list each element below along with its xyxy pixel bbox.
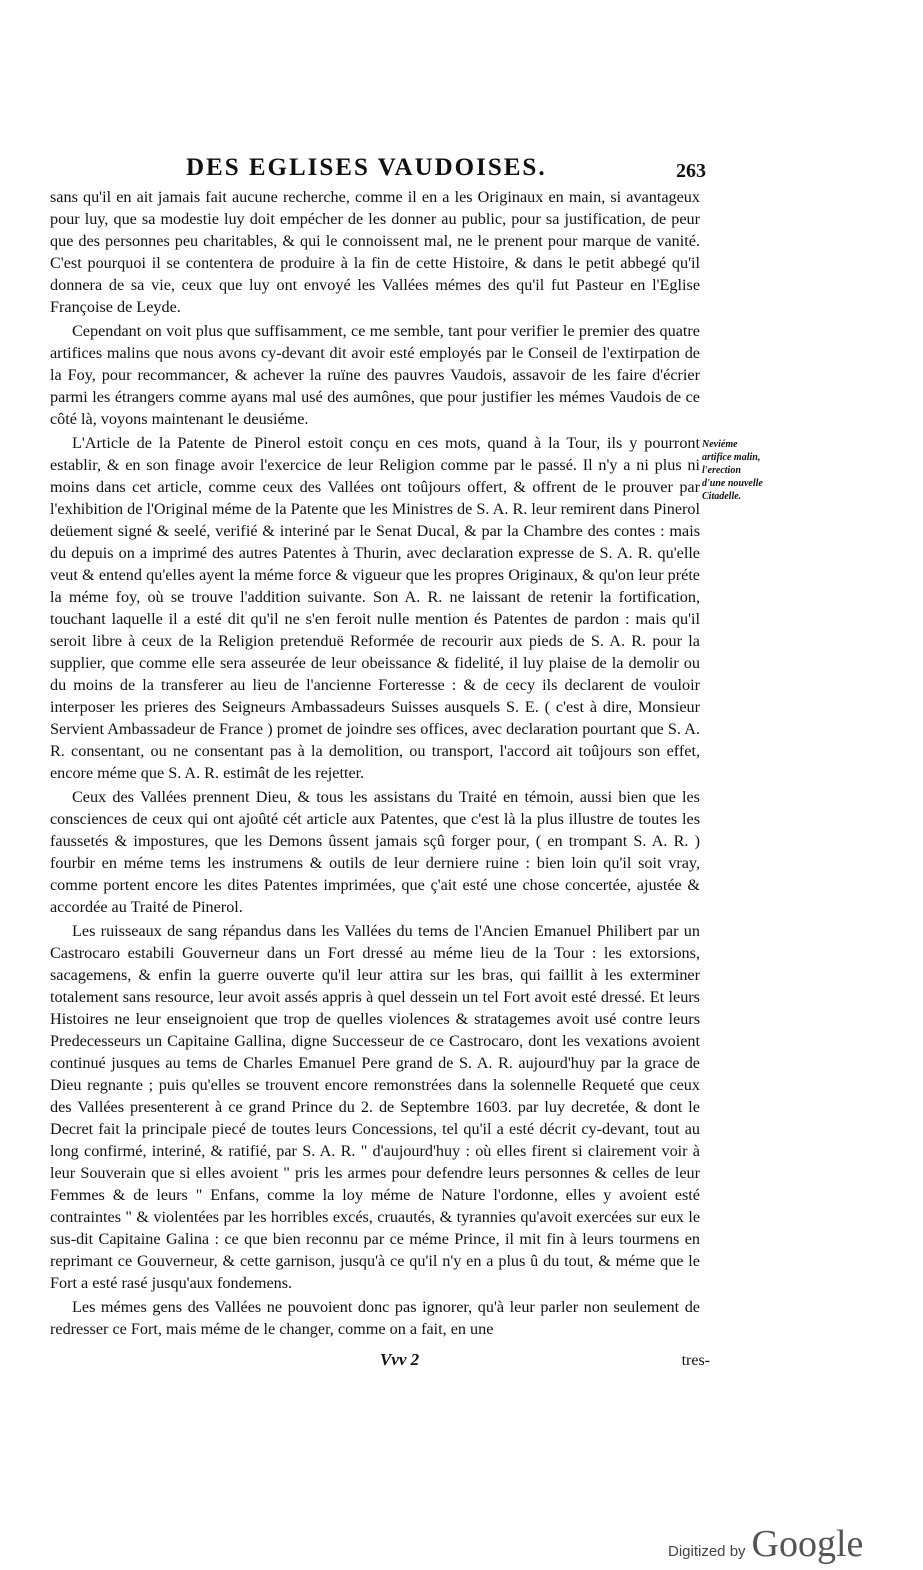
running-title: DES EGLISES VAUDOISES. — [186, 154, 547, 181]
page-footer — [230, 1350, 710, 1374]
signature-mark: Vvv 2 — [380, 1350, 420, 1369]
catchword: tres- — [681, 1352, 710, 1369]
page-number: 263 — [676, 160, 706, 182]
margin-note: Neviéme artifice malin, l'erection d'une nouvelle Citadelle. — [702, 439, 763, 502]
paragraph-4: Ceux des Vallées prennent Dieu, & tous les assistans du Traité en témoin, aussi bien que les consciences de ceux qui ont ajoûté cét article aux Patentes, que c'est là la plus illustre de toutes les faussetés & impostures, que les Demons ûssent jamais sçû forger pour, ( en trompant S. A. R. ) fourbir en méme tems les instrumens & outils de leur derniere ruine : bien loin qu'il soit vray, comme portent encore les dites Patentes imprimées, que ç'ait esté une chose concertée, ajustée & accordée au Traité de Pinerol. — [50, 788, 700, 916]
paragraph-1: sans qu'il en ait jamais fait aucune recherche, comme il en a les Originaux en main, si avantageux pour luy, que sa modestie luy doit empécher de les donner au public, pour sa justification, de peur que des personnes peu charitables, & qui le connoissent mal, ne le prenent pour marque de vanité. C'est pourquoi il se contentera de produire à la fin de cette Histoire, & dans le petit abbegé qu'il donnera de sa vie, ceux que luy ont envoyé les Vallées mémes des qu'il fut Pasteur en l'Eglise Françoise de Leyde. — [50, 188, 700, 316]
page-header — [186, 152, 706, 188]
paragraph-6: Les mémes gens des Vallées ne pouvoient donc pas ignorer, qu'à leur parler non seulement de redresser ce Fort, mais méme de le changer, comme on a fait, en une — [50, 1298, 700, 1338]
digitization-watermark — [668, 1522, 864, 1565]
paragraph-3: L'Article de la Patente de Pinerol estoit conçu en ces mots, quand à la Tour, ils y pourront establir, & en son finage avoir l'exercice de leur Religion comme par le passé. Il n'y a ni plus ni moins dans cet article, comme ceux des Vallées ont toûjours offert, & offrent de le prouver par l'exhibition de l'Original méme de la Patente que les Ministres de S. A. R. leur remirent dans Pinerol deüement signé & seelé, verifié & interiné par le Senat Ducal, & par la Chambre des contes : mais du depuis on a imprimé des autres Patentes à Thurin, avec declaration expresse de S. A. R. qu'elle veut & entend qu'elles ayent la méme force & vigueur que les propres Originaux, & qu'on leur préte la méme foy, où se trouve l'addition suivante. Son A. R. ne laissant de retenir la fortification, touchant laquelle il a esté dit qu'il ne s'en feroit nulle mention és Patentes de pardon : mais qu'il seroit libre à ceux de la Religion pretenduë Reformée de recourir aux pieds de S. A. R. pour la supplier, que comme elle sera asseurée de leur obeissance & fidelité, il luy plaise de la demolir ou du moins de la transferer au lieu de l'ancienne Forteresse : & de cecy ils declarent de vouloir interposer les prieres des Seigneurs Ambassadeurs Suisses ausquels S. E. ( c'est à dire, Monsieur Servient Ambassadeur de France ) promet de joindre ses offices, avec declaration pourtant que S. A. R. consentant, ou ne consentant pas à la demolition, ou transport, l'accord ait toûjours son effet, encore méme que S. A. R. estimât de les rejetter. — [50, 434, 700, 782]
body-text — [50, 186, 700, 1366]
paragraph-5: Les ruisseaux de sang répandus dans les Vallées du tems de l'Ancien Emanuel Philibert par un Castrocaro estabili Gouverneur dans un Fort dressé au méme lieu de la Tour : les extorsions, sacagemens, & enfin la guerre ouverte qu'il leur attira sur les bras, qui faillit à les exterminer totalement sans resource, leur avoit assés appris à quel dessein un tel Fort avoit esté dressé. Et leurs Histoires ne leur enseignoient que trop de quelles violences & stratagemes avoit usé contre leurs Predecesseurs un Capitaine Gallina, digne Successeur de ce Castrocaro, dont les vexations avoient continué jusques au tems de Charles Emanuel Pere grand de S. A. R. aujourd'huy par la grace de Dieu regnante ; puis qu'elles se trouvent encore remonstrées dans la solennelle Requeté que ceux des Vallées presenterent à ce grand Prince du 2. de Septembre 1603. par luy decretée, & dont le Decret fait la principale piecé de toutes leurs Concessions, tel qu'il a esté décrit cy-devant, tout au long confirmé, interiné, & ratifié, par S. A. R. " d'aujourd'huy : où elles firent si clairement voir à leur Souverain que si elles avoient " pris les armes pour defendre leurs personnes & celles de leur Femmes & de leurs " Enfans, comme la loy méme de Nature l'ordonne, elles y avoient esté contraintes " & violentées par les horribles excés, cruautés, & tyrannies qu'avoit exercées sur eux le sus-dit Capitaine Galina : ce que bien reconnu par ce méme Prince, il mit fin à leurs tourmens en reprimant ce Gouverneur, & cette garnison, jusqu'à ce qu'il n'y en a plus û du tout, & méme que le Fort a esté rasé jusqu'aux fondemens. — [50, 922, 700, 1292]
google-logo: Google — [751, 1523, 864, 1565]
paragraph-2: Cependant on voit plus que suffisamment, ce me semble, tant pour verifier le premier des quatre artifices malins que nous avons cy-devant dit avoir esté employés par le Conseil de l'extirpation de la Foy, pour recommancer, & achever la ruïne des pauvres Vaudois, assavoir de les faire d'écrier parmi les étrangers comme ayans mal usé des aumônes, que pour justifier les mémes Vaudois de ce côté là, voyons maintenant le deusiéme. — [50, 322, 700, 428]
watermark-label: Digitized by — [668, 1543, 746, 1560]
